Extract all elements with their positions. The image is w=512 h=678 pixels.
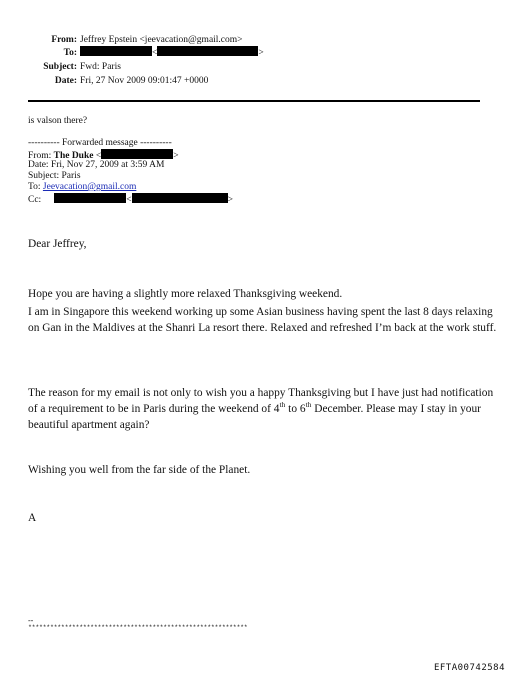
forward-from-close: >: [173, 151, 179, 161]
forward-to-row: [28, 182, 233, 193]
superscript-th: th: [279, 400, 286, 410]
date-label: Date:: [54, 76, 77, 86]
forwarded-block: [28, 138, 233, 204]
paragraph-3-part-b: to 6: [285, 403, 306, 415]
paragraph-3-part-a: The reason for my email is not only to wish you a happy Thanksgiving but I have just had notification of a requirement to be in Paris during the weekend of 4: [28, 387, 494, 415]
forward-from-prefix: From:: [28, 151, 54, 161]
forward-cc-row: [28, 193, 233, 204]
bates-number: EFTA00742584: [433, 663, 505, 673]
forward-date-row: Date: Fri, Nov 27, 2009 at 3:59 AM: [28, 160, 165, 170]
header-date-row: [0, 75, 208, 87]
forward-from-open: <: [93, 151, 102, 161]
forward-to-link[interactable]: Jeevacation@gmail.com: [42, 182, 137, 192]
letter-greeting: Dear Jeffrey,: [28, 238, 87, 250]
header-subject-row: [0, 61, 121, 73]
body-top-line: is valson there?: [28, 116, 88, 126]
header-from-row: [0, 34, 243, 46]
letter-paragraph-1: Hope you are having a slightly more relaxed Thanksgiving weekend.: [28, 288, 343, 300]
from-label: From:: [51, 35, 77, 45]
from-value: Jeffrey Epstein <jeevacation@gmail.com>: [80, 35, 243, 45]
header-divider: [28, 100, 480, 102]
redaction-bar: [157, 46, 258, 56]
to-label: To:: [63, 48, 77, 58]
date-value: Fri, 27 Nov 2009 09:01:47 +0000: [80, 76, 209, 86]
forward-cc-close: >: [227, 195, 233, 205]
forward-from-name: The Duke: [53, 151, 94, 161]
paragraph-3-part-c: December. Please may I stay in your beautiful apartment again?: [28, 403, 481, 431]
header-to-row: [0, 46, 264, 59]
forward-subject-row: Subject: Paris: [28, 171, 81, 181]
to-close-bracket: >: [258, 48, 264, 58]
redaction-bar: [54, 193, 126, 203]
signature-separator: --: [28, 616, 34, 625]
superscript-th: th: [305, 400, 312, 410]
forward-banner: ---------- Forwarded message ----------: [28, 138, 172, 148]
forward-from-row: [28, 149, 233, 160]
forward-cc-open: <: [126, 195, 132, 205]
redaction-bar: [80, 46, 152, 56]
letter-paragraph-3: [28, 385, 498, 433]
redaction-bar: [132, 193, 228, 203]
letter-paragraph-2: I am in Singapore this weekend working up some Asian business having spent the last 8 days relaxing on Gan in the Maldives at the Shanri La resort there. Relaxed and refreshed I’m back at the work stuff.: [28, 306, 497, 334]
asterisk-line: ************************************************************: [28, 624, 248, 631]
subject-value: Fwd: Paris: [80, 62, 121, 72]
subject-label: Subject:: [43, 62, 77, 72]
redaction-bar: [101, 149, 173, 159]
letter-signature: A: [28, 512, 37, 524]
letter-paragraph-4: Wishing you well from the far side of the Planet.: [28, 464, 251, 476]
to-open-bracket: <: [152, 48, 158, 58]
forward-cc-prefix: Cc:: [28, 195, 42, 205]
forward-to-prefix: To:: [28, 182, 43, 192]
